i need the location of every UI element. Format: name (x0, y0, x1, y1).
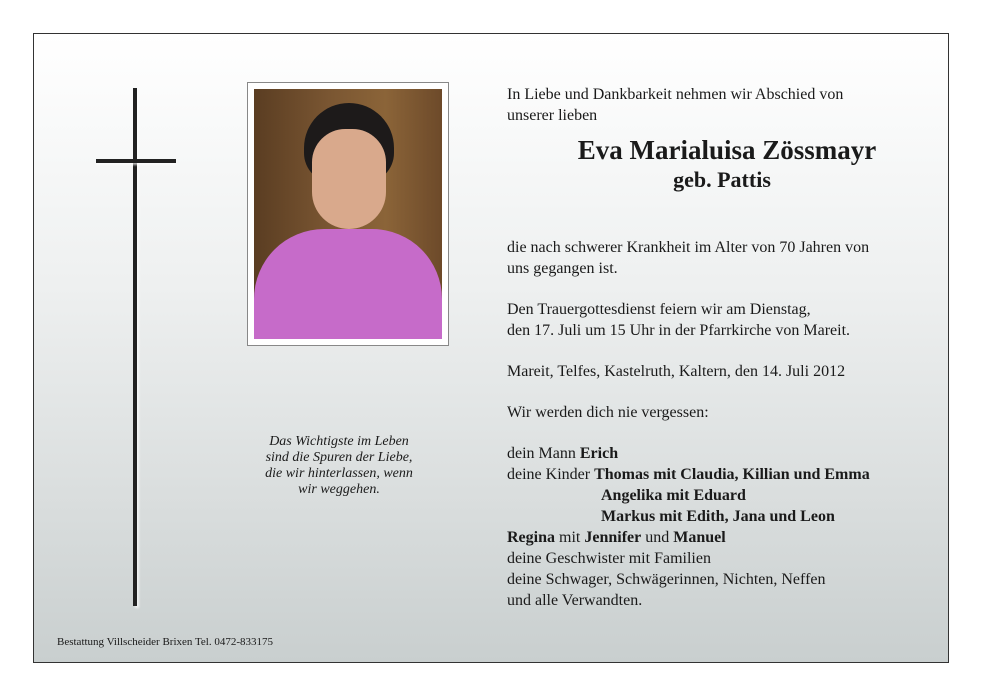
service-line: den 17. Juli um 15 Uhr in der Pfarrkirche von Mareit. (507, 322, 851, 339)
family-siblings: deine Geschwister mit Familien (507, 550, 711, 567)
family-husband: dein Mann Erich (507, 445, 619, 462)
place-date: Mareit, Telfes, Kastelruth, Kaltern, den 14. Juli 2012 (507, 363, 846, 380)
farewell-line: Wir werden dich nie vergessen: (507, 404, 709, 421)
quote-line: wir weggehen. (298, 482, 380, 497)
family-inlaws: deine Schwager, Schwägerinnen, Nichten, Neffen (507, 571, 826, 588)
cross-icon (133, 88, 137, 606)
intro-line: In Liebe und Dankbarkeit nehmen wir Abschied von (507, 86, 844, 103)
family-regina: Regina mit Jennifer und Manuel (507, 529, 726, 546)
family-relatives: und alle Verwandten. (507, 592, 643, 609)
quote (234, 434, 444, 498)
birth-name: geb. Pattis (673, 167, 771, 192)
family-children: Angelika mit Eduard (601, 487, 746, 504)
illness-line: die nach schwerer Krankheit im Alter von 70 Jahren von (507, 239, 870, 256)
portrait-photo (254, 89, 442, 339)
quote-line: Das Wichtigste im Leben (269, 434, 409, 449)
funeral-home-footer: Bestattung Villscheider Brixen Tel. 0472-833175 (57, 636, 273, 648)
portrait-frame (247, 82, 449, 346)
family-children: deine Kinder Thomas mit Claudia, Killian und Emma (507, 466, 870, 483)
family-children: Markus mit Edith, Jana und Leon (601, 508, 835, 525)
illness-line: uns gegangen ist. (507, 260, 618, 277)
quote-line: die wir hinterlassen, wenn (265, 466, 413, 481)
deceased-name: Eva Marialuisa Zössmayr (577, 135, 877, 165)
intro-line: unserer lieben (507, 107, 598, 124)
obituary-card (33, 33, 949, 663)
service-line: Den Trauergottesdienst feiern wir am Dienstag, (507, 301, 811, 318)
notice-text (507, 84, 927, 611)
quote-line: sind die Spuren der Liebe, (265, 450, 413, 465)
cross-crossbar (96, 159, 176, 163)
